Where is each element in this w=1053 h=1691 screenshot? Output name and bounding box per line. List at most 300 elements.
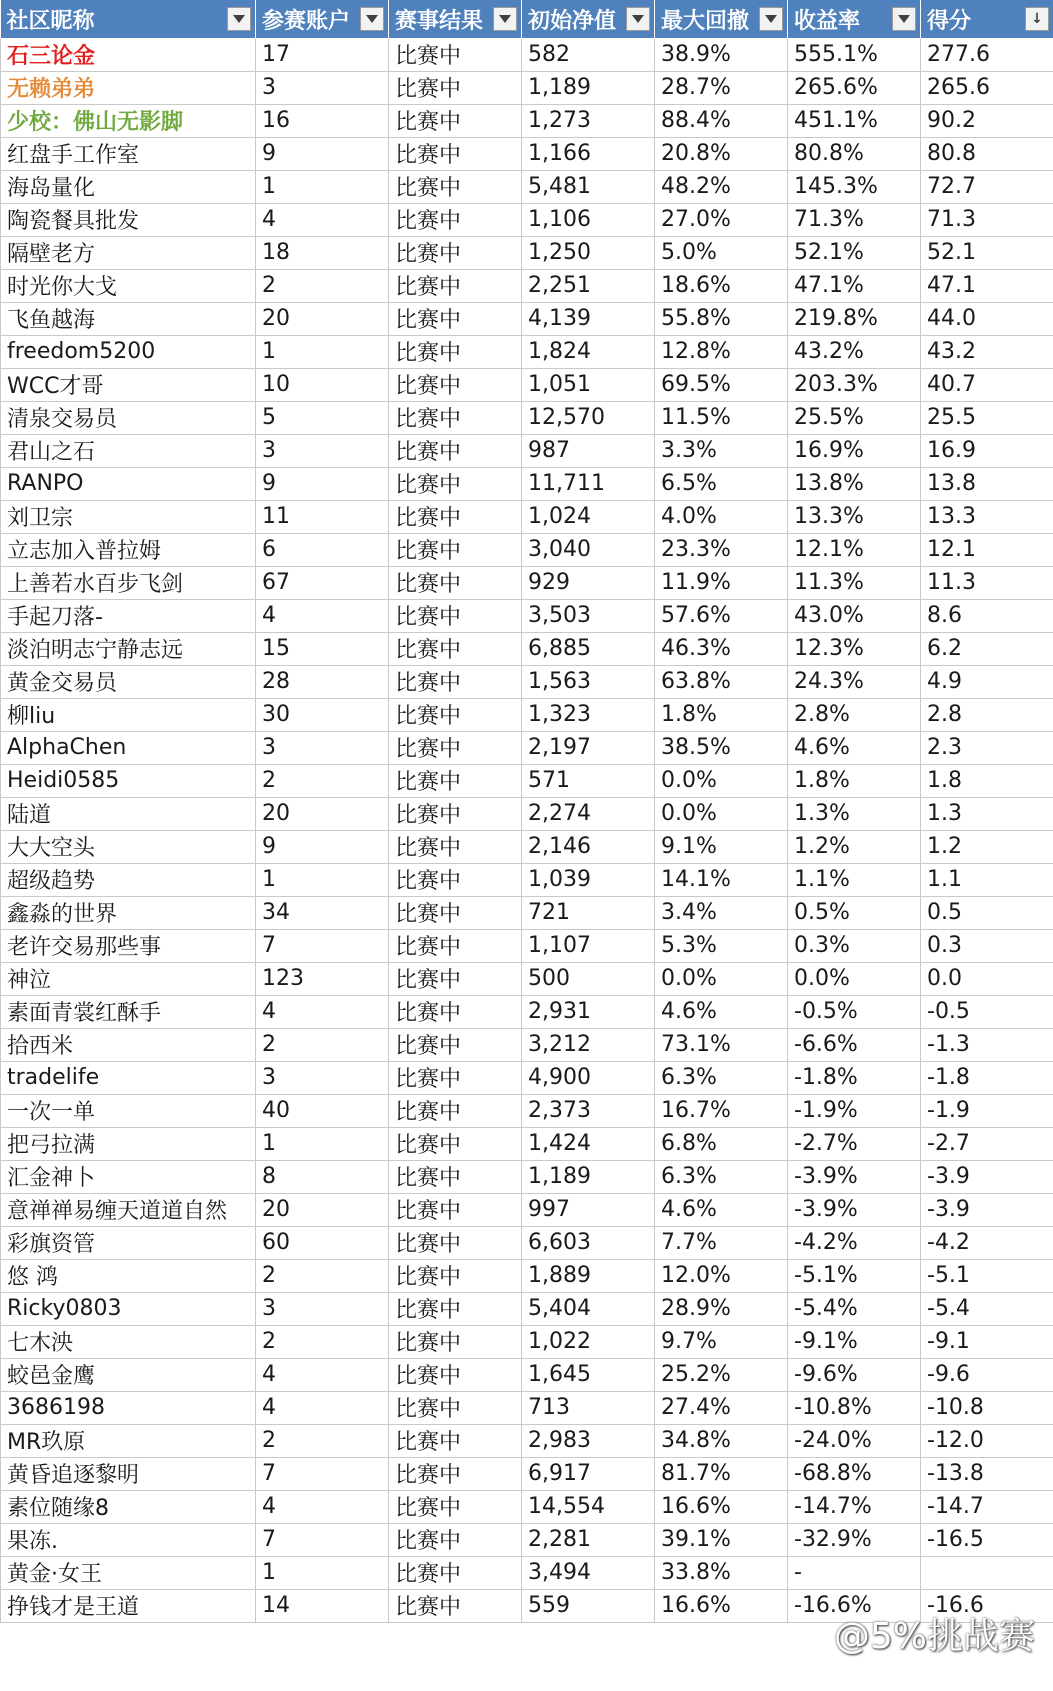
cell-max-drawdown[interactable]: 63.8%: [655, 665, 788, 698]
cell-result[interactable]: 比赛中: [389, 1127, 522, 1160]
cell-max-drawdown[interactable]: 23.3%: [655, 533, 788, 566]
cell-score[interactable]: 1.2: [921, 830, 1053, 863]
cell-score[interactable]: 16.9: [921, 434, 1053, 467]
cell-nickname[interactable]: Ricky0803: [1, 1292, 256, 1325]
cell-return[interactable]: 47.1%: [788, 269, 921, 302]
cell-max-drawdown[interactable]: 38.9%: [655, 38, 788, 71]
cell-result[interactable]: 比赛中: [389, 1589, 522, 1622]
cell-result[interactable]: 比赛中: [389, 1424, 522, 1457]
cell-return[interactable]: 16.9%: [788, 434, 921, 467]
cell-max-drawdown[interactable]: 4.6%: [655, 1193, 788, 1226]
cell-max-drawdown[interactable]: 33.8%: [655, 1556, 788, 1589]
col-header-result[interactable]: [389, 0, 522, 38]
cell-initial-nav[interactable]: 997: [522, 1193, 655, 1226]
cell-return[interactable]: -9.1%: [788, 1325, 921, 1358]
cell-return[interactable]: 1.2%: [788, 830, 921, 863]
cell-result[interactable]: 比赛中: [389, 1160, 522, 1193]
cell-return[interactable]: 43.0%: [788, 599, 921, 632]
cell-initial-nav[interactable]: 1,024: [522, 500, 655, 533]
cell-accounts[interactable]: 60: [256, 1226, 389, 1259]
cell-initial-nav[interactable]: 559: [522, 1589, 655, 1622]
cell-accounts[interactable]: 4: [256, 1490, 389, 1523]
cell-result[interactable]: 比赛中: [389, 1523, 522, 1556]
cell-result[interactable]: 比赛中: [389, 1061, 522, 1094]
cell-score[interactable]: 277.6: [921, 38, 1053, 71]
cell-max-drawdown[interactable]: 3.4%: [655, 896, 788, 929]
cell-return[interactable]: -: [788, 1556, 921, 1589]
cell-nickname[interactable]: 陆道: [1, 797, 256, 830]
filter-dropdown-icon[interactable]: [626, 7, 650, 31]
cell-score[interactable]: -12.0: [921, 1424, 1053, 1457]
cell-max-drawdown[interactable]: 12.8%: [655, 335, 788, 368]
cell-initial-nav[interactable]: 1,889: [522, 1259, 655, 1292]
cell-max-drawdown[interactable]: 39.1%: [655, 1523, 788, 1556]
cell-nickname[interactable]: 意禅禅易缠天道道自然: [1, 1193, 256, 1226]
cell-return[interactable]: 0.3%: [788, 929, 921, 962]
cell-result[interactable]: 比赛中: [389, 203, 522, 236]
cell-return[interactable]: 12.3%: [788, 632, 921, 665]
cell-result[interactable]: 比赛中: [389, 830, 522, 863]
cell-return[interactable]: 80.8%: [788, 137, 921, 170]
cell-nickname[interactable]: 黄金·女王: [1, 1556, 256, 1589]
cell-score[interactable]: 265.6: [921, 71, 1053, 104]
col-header-return[interactable]: [788, 0, 921, 38]
cell-initial-nav[interactable]: 721: [522, 896, 655, 929]
cell-return[interactable]: -0.5%: [788, 995, 921, 1028]
cell-score[interactable]: 71.3: [921, 203, 1053, 236]
cell-initial-nav[interactable]: 2,373: [522, 1094, 655, 1127]
cell-nickname[interactable]: 隔壁老方: [1, 236, 256, 269]
cell-return[interactable]: 13.8%: [788, 467, 921, 500]
cell-nickname[interactable]: 汇金神卜: [1, 1160, 256, 1193]
cell-accounts[interactable]: 2: [256, 269, 389, 302]
cell-accounts[interactable]: 1: [256, 863, 389, 896]
cell-accounts[interactable]: 17: [256, 38, 389, 71]
cell-return[interactable]: 71.3%: [788, 203, 921, 236]
cell-initial-nav[interactable]: 1,107: [522, 929, 655, 962]
cell-initial-nav[interactable]: 929: [522, 566, 655, 599]
cell-result[interactable]: 比赛中: [389, 1292, 522, 1325]
cell-nickname[interactable]: 素面青裳红酥手: [1, 995, 256, 1028]
cell-nickname[interactable]: 蛟邑金鹰: [1, 1358, 256, 1391]
cell-nickname[interactable]: MR玖原: [1, 1424, 256, 1457]
cell-nickname[interactable]: 少校：佛山无影脚: [1, 104, 256, 137]
cell-max-drawdown[interactable]: 9.7%: [655, 1325, 788, 1358]
cell-accounts[interactable]: 9: [256, 467, 389, 500]
cell-max-drawdown[interactable]: 4.6%: [655, 995, 788, 1028]
cell-score[interactable]: 1.8: [921, 764, 1053, 797]
cell-score[interactable]: -4.2: [921, 1226, 1053, 1259]
cell-result[interactable]: 比赛中: [389, 1457, 522, 1490]
cell-nickname[interactable]: 悠 鸿: [1, 1259, 256, 1292]
cell-return[interactable]: 13.3%: [788, 500, 921, 533]
cell-initial-nav[interactable]: 14,554: [522, 1490, 655, 1523]
cell-max-drawdown[interactable]: 16.6%: [655, 1589, 788, 1622]
cell-initial-nav[interactable]: 1,645: [522, 1358, 655, 1391]
cell-nickname[interactable]: 石三论金: [1, 38, 256, 71]
cell-max-drawdown[interactable]: 0.0%: [655, 797, 788, 830]
cell-score[interactable]: -3.9: [921, 1160, 1053, 1193]
cell-nickname[interactable]: 3686198: [1, 1391, 256, 1424]
cell-nickname[interactable]: 立志加入普拉姆: [1, 533, 256, 566]
cell-result[interactable]: 比赛中: [389, 467, 522, 500]
cell-return[interactable]: 145.3%: [788, 170, 921, 203]
cell-result[interactable]: 比赛中: [389, 1358, 522, 1391]
cell-result[interactable]: 比赛中: [389, 797, 522, 830]
cell-accounts[interactable]: 1: [256, 170, 389, 203]
cell-result[interactable]: 比赛中: [389, 1391, 522, 1424]
cell-max-drawdown[interactable]: 27.0%: [655, 203, 788, 236]
cell-accounts[interactable]: 34: [256, 896, 389, 929]
filter-dropdown-icon[interactable]: [892, 7, 916, 31]
cell-max-drawdown[interactable]: 28.7%: [655, 71, 788, 104]
cell-initial-nav[interactable]: 1,250: [522, 236, 655, 269]
cell-return[interactable]: -2.7%: [788, 1127, 921, 1160]
cell-nickname[interactable]: 超级趋势: [1, 863, 256, 896]
cell-accounts[interactable]: 20: [256, 302, 389, 335]
cell-accounts[interactable]: 67: [256, 566, 389, 599]
cell-return[interactable]: -1.8%: [788, 1061, 921, 1094]
cell-return[interactable]: 24.3%: [788, 665, 921, 698]
cell-score[interactable]: 25.5: [921, 401, 1053, 434]
cell-nickname[interactable]: 时光你大戈: [1, 269, 256, 302]
cell-nickname[interactable]: 一次一单: [1, 1094, 256, 1127]
cell-max-drawdown[interactable]: 14.1%: [655, 863, 788, 896]
cell-result[interactable]: 比赛中: [389, 1193, 522, 1226]
cell-initial-nav[interactable]: 1,273: [522, 104, 655, 137]
cell-nickname[interactable]: WCC才哥: [1, 368, 256, 401]
filter-dropdown-icon[interactable]: [493, 7, 517, 31]
cell-score[interactable]: 2.3: [921, 731, 1053, 764]
cell-accounts[interactable]: 4: [256, 203, 389, 236]
cell-result[interactable]: 比赛中: [389, 731, 522, 764]
cell-initial-nav[interactable]: 3,040: [522, 533, 655, 566]
cell-accounts[interactable]: 40: [256, 1094, 389, 1127]
cell-return[interactable]: -4.2%: [788, 1226, 921, 1259]
cell-return[interactable]: -10.8%: [788, 1391, 921, 1424]
cell-accounts[interactable]: 3: [256, 731, 389, 764]
cell-accounts[interactable]: 16: [256, 104, 389, 137]
cell-initial-nav[interactable]: 1,039: [522, 863, 655, 896]
cell-return[interactable]: -3.9%: [788, 1160, 921, 1193]
cell-initial-nav[interactable]: 4,900: [522, 1061, 655, 1094]
cell-max-drawdown[interactable]: 0.0%: [655, 764, 788, 797]
cell-initial-nav[interactable]: 6,917: [522, 1457, 655, 1490]
cell-nickname[interactable]: 挣钱才是王道: [1, 1589, 256, 1622]
cell-accounts[interactable]: 4: [256, 1391, 389, 1424]
cell-score[interactable]: 13.8: [921, 467, 1053, 500]
cell-accounts[interactable]: 5: [256, 401, 389, 434]
cell-return[interactable]: 25.5%: [788, 401, 921, 434]
cell-initial-nav[interactable]: 1,189: [522, 71, 655, 104]
cell-max-drawdown[interactable]: 16.7%: [655, 1094, 788, 1127]
cell-score[interactable]: 72.7: [921, 170, 1053, 203]
cell-score[interactable]: -0.5: [921, 995, 1053, 1028]
cell-initial-nav[interactable]: 1,323: [522, 698, 655, 731]
cell-initial-nav[interactable]: 713: [522, 1391, 655, 1424]
cell-result[interactable]: 比赛中: [389, 368, 522, 401]
cell-max-drawdown[interactable]: 28.9%: [655, 1292, 788, 1325]
cell-max-drawdown[interactable]: 9.1%: [655, 830, 788, 863]
cell-nickname[interactable]: 老许交易那些事: [1, 929, 256, 962]
cell-initial-nav[interactable]: 5,481: [522, 170, 655, 203]
cell-nickname[interactable]: 黄昏追逐黎明: [1, 1457, 256, 1490]
cell-result[interactable]: 比赛中: [389, 269, 522, 302]
cell-return[interactable]: -16.6%: [788, 1589, 921, 1622]
cell-accounts[interactable]: 2: [256, 1424, 389, 1457]
cell-result[interactable]: 比赛中: [389, 896, 522, 929]
cell-accounts[interactable]: 30: [256, 698, 389, 731]
cell-return[interactable]: -24.0%: [788, 1424, 921, 1457]
cell-accounts[interactable]: 9: [256, 137, 389, 170]
cell-accounts[interactable]: 8: [256, 1160, 389, 1193]
cell-score[interactable]: 12.1: [921, 533, 1053, 566]
cell-nickname[interactable]: 果冻.: [1, 1523, 256, 1556]
cell-return[interactable]: 203.3%: [788, 368, 921, 401]
cell-max-drawdown[interactable]: 81.7%: [655, 1457, 788, 1490]
cell-return[interactable]: 1.8%: [788, 764, 921, 797]
cell-return[interactable]: 4.6%: [788, 731, 921, 764]
cell-max-drawdown[interactable]: 27.4%: [655, 1391, 788, 1424]
cell-score[interactable]: -9.6: [921, 1358, 1053, 1391]
cell-score[interactable]: 11.3: [921, 566, 1053, 599]
cell-result[interactable]: 比赛中: [389, 1226, 522, 1259]
cell-max-drawdown[interactable]: 6.3%: [655, 1061, 788, 1094]
cell-initial-nav[interactable]: 571: [522, 764, 655, 797]
cell-initial-nav[interactable]: 1,166: [522, 137, 655, 170]
cell-max-drawdown[interactable]: 11.5%: [655, 401, 788, 434]
cell-return[interactable]: 1.3%: [788, 797, 921, 830]
cell-result[interactable]: 比赛中: [389, 698, 522, 731]
cell-accounts[interactable]: 10: [256, 368, 389, 401]
cell-nickname[interactable]: tradelife: [1, 1061, 256, 1094]
cell-max-drawdown[interactable]: 4.0%: [655, 500, 788, 533]
cell-result[interactable]: 比赛中: [389, 38, 522, 71]
cell-max-drawdown[interactable]: 57.6%: [655, 599, 788, 632]
cell-score[interactable]: -1.3: [921, 1028, 1053, 1061]
cell-max-drawdown[interactable]: 69.5%: [655, 368, 788, 401]
cell-return[interactable]: -9.6%: [788, 1358, 921, 1391]
cell-return[interactable]: -6.6%: [788, 1028, 921, 1061]
cell-max-drawdown[interactable]: 6.3%: [655, 1160, 788, 1193]
cell-initial-nav[interactable]: 1,424: [522, 1127, 655, 1160]
cell-nickname[interactable]: 鑫淼的世界: [1, 896, 256, 929]
cell-accounts[interactable]: 28: [256, 665, 389, 698]
cell-score[interactable]: 13.3: [921, 500, 1053, 533]
cell-return[interactable]: -32.9%: [788, 1523, 921, 1556]
cell-accounts[interactable]: 7: [256, 929, 389, 962]
cell-score[interactable]: -9.1: [921, 1325, 1053, 1358]
cell-nickname[interactable]: 彩旗资管: [1, 1226, 256, 1259]
cell-result[interactable]: 比赛中: [389, 929, 522, 962]
cell-accounts[interactable]: 3: [256, 1061, 389, 1094]
cell-return[interactable]: 1.1%: [788, 863, 921, 896]
cell-score[interactable]: 90.2: [921, 104, 1053, 137]
cell-result[interactable]: 比赛中: [389, 1556, 522, 1589]
cell-max-drawdown[interactable]: 88.4%: [655, 104, 788, 137]
cell-nickname[interactable]: RANPO: [1, 467, 256, 500]
filter-dropdown-icon[interactable]: [759, 7, 783, 31]
cell-result[interactable]: 比赛中: [389, 962, 522, 995]
cell-max-drawdown[interactable]: 11.9%: [655, 566, 788, 599]
cell-initial-nav[interactable]: 11,711: [522, 467, 655, 500]
cell-nickname[interactable]: 七木泱: [1, 1325, 256, 1358]
cell-initial-nav[interactable]: 2,251: [522, 269, 655, 302]
cell-result[interactable]: 比赛中: [389, 335, 522, 368]
cell-score[interactable]: [921, 1556, 1053, 1589]
col-header-score[interactable]: [921, 0, 1053, 38]
cell-max-drawdown[interactable]: 5.3%: [655, 929, 788, 962]
cell-max-drawdown[interactable]: 16.6%: [655, 1490, 788, 1523]
cell-nickname[interactable]: Heidi0585: [1, 764, 256, 797]
cell-nickname[interactable]: 淡泊明志宁静志远: [1, 632, 256, 665]
cell-score[interactable]: 0.0: [921, 962, 1053, 995]
cell-max-drawdown[interactable]: 7.7%: [655, 1226, 788, 1259]
cell-accounts[interactable]: 4: [256, 599, 389, 632]
cell-max-drawdown[interactable]: 46.3%: [655, 632, 788, 665]
cell-result[interactable]: 比赛中: [389, 500, 522, 533]
col-header-max-drawdown[interactable]: [655, 0, 788, 38]
cell-score[interactable]: 8.6: [921, 599, 1053, 632]
cell-return[interactable]: 12.1%: [788, 533, 921, 566]
cell-initial-nav[interactable]: 5,404: [522, 1292, 655, 1325]
cell-score[interactable]: 2.8: [921, 698, 1053, 731]
cell-nickname[interactable]: 黄金交易员: [1, 665, 256, 698]
cell-score[interactable]: 40.7: [921, 368, 1053, 401]
cell-score[interactable]: 43.2: [921, 335, 1053, 368]
cell-initial-nav[interactable]: 4,139: [522, 302, 655, 335]
cell-accounts[interactable]: 20: [256, 797, 389, 830]
cell-accounts[interactable]: 14: [256, 1589, 389, 1622]
cell-score[interactable]: 80.8: [921, 137, 1053, 170]
cell-return[interactable]: 2.8%: [788, 698, 921, 731]
cell-initial-nav[interactable]: 3,212: [522, 1028, 655, 1061]
cell-max-drawdown[interactable]: 25.2%: [655, 1358, 788, 1391]
cell-score[interactable]: -3.9: [921, 1193, 1053, 1226]
cell-accounts[interactable]: 1: [256, 1127, 389, 1160]
cell-score[interactable]: 6.2: [921, 632, 1053, 665]
cell-return[interactable]: 52.1%: [788, 236, 921, 269]
cell-initial-nav[interactable]: 582: [522, 38, 655, 71]
cell-score[interactable]: -14.7: [921, 1490, 1053, 1523]
cell-accounts[interactable]: 123: [256, 962, 389, 995]
cell-initial-nav[interactable]: 1,824: [522, 335, 655, 368]
cell-initial-nav[interactable]: 1,189: [522, 1160, 655, 1193]
cell-return[interactable]: 451.1%: [788, 104, 921, 137]
cell-max-drawdown[interactable]: 38.5%: [655, 731, 788, 764]
cell-nickname[interactable]: 素位随缘8: [1, 1490, 256, 1523]
cell-return[interactable]: -5.4%: [788, 1292, 921, 1325]
cell-max-drawdown[interactable]: 55.8%: [655, 302, 788, 335]
cell-score[interactable]: 4.9: [921, 665, 1053, 698]
cell-score[interactable]: -1.8: [921, 1061, 1053, 1094]
cell-score[interactable]: -16.6: [921, 1589, 1053, 1622]
filter-dropdown-icon[interactable]: [360, 7, 384, 31]
cell-nickname[interactable]: 海岛量化: [1, 170, 256, 203]
cell-return[interactable]: 265.6%: [788, 71, 921, 104]
cell-result[interactable]: 比赛中: [389, 599, 522, 632]
cell-max-drawdown[interactable]: 1.8%: [655, 698, 788, 731]
cell-result[interactable]: 比赛中: [389, 764, 522, 797]
cell-max-drawdown[interactable]: 48.2%: [655, 170, 788, 203]
cell-initial-nav[interactable]: 2,281: [522, 1523, 655, 1556]
cell-result[interactable]: 比赛中: [389, 665, 522, 698]
cell-score[interactable]: 47.1: [921, 269, 1053, 302]
cell-initial-nav[interactable]: 6,885: [522, 632, 655, 665]
cell-nickname[interactable]: 清泉交易员: [1, 401, 256, 434]
cell-nickname[interactable]: 大大空头: [1, 830, 256, 863]
cell-return[interactable]: 0.5%: [788, 896, 921, 929]
cell-result[interactable]: 比赛中: [389, 434, 522, 467]
cell-result[interactable]: 比赛中: [389, 401, 522, 434]
cell-nickname[interactable]: 把弓拉满: [1, 1127, 256, 1160]
cell-nickname[interactable]: 君山之石: [1, 434, 256, 467]
cell-result[interactable]: 比赛中: [389, 533, 522, 566]
cell-nickname[interactable]: AlphaChen: [1, 731, 256, 764]
cell-initial-nav[interactable]: 1,022: [522, 1325, 655, 1358]
cell-score[interactable]: 1.1: [921, 863, 1053, 896]
cell-accounts[interactable]: 15: [256, 632, 389, 665]
cell-score[interactable]: -16.5: [921, 1523, 1053, 1556]
cell-nickname[interactable]: 飞鱼越海: [1, 302, 256, 335]
cell-result[interactable]: 比赛中: [389, 1094, 522, 1127]
cell-accounts[interactable]: 18: [256, 236, 389, 269]
cell-max-drawdown[interactable]: 34.8%: [655, 1424, 788, 1457]
cell-initial-nav[interactable]: 12,570: [522, 401, 655, 434]
col-header-initial-nav[interactable]: [522, 0, 655, 38]
cell-max-drawdown[interactable]: 3.3%: [655, 434, 788, 467]
cell-accounts[interactable]: 4: [256, 1358, 389, 1391]
cell-accounts[interactable]: 3: [256, 434, 389, 467]
sort-descending-icon[interactable]: ↓: [1025, 7, 1049, 31]
cell-return[interactable]: 11.3%: [788, 566, 921, 599]
cell-accounts[interactable]: 7: [256, 1457, 389, 1490]
cell-return[interactable]: -1.9%: [788, 1094, 921, 1127]
cell-result[interactable]: 比赛中: [389, 170, 522, 203]
cell-score[interactable]: -5.4: [921, 1292, 1053, 1325]
cell-result[interactable]: 比赛中: [389, 995, 522, 1028]
cell-return[interactable]: -68.8%: [788, 1457, 921, 1490]
cell-return[interactable]: -5.1%: [788, 1259, 921, 1292]
cell-accounts[interactable]: 1: [256, 1556, 389, 1589]
cell-return[interactable]: -14.7%: [788, 1490, 921, 1523]
cell-score[interactable]: -10.8: [921, 1391, 1053, 1424]
cell-accounts[interactable]: 9: [256, 830, 389, 863]
cell-initial-nav[interactable]: 1,563: [522, 665, 655, 698]
cell-initial-nav[interactable]: 2,146: [522, 830, 655, 863]
cell-nickname[interactable]: 柳liu: [1, 698, 256, 731]
cell-result[interactable]: 比赛中: [389, 632, 522, 665]
cell-result[interactable]: 比赛中: [389, 236, 522, 269]
cell-accounts[interactable]: 20: [256, 1193, 389, 1226]
cell-return[interactable]: 555.1%: [788, 38, 921, 71]
cell-score[interactable]: 0.3: [921, 929, 1053, 962]
cell-accounts[interactable]: 2: [256, 764, 389, 797]
cell-score[interactable]: -5.1: [921, 1259, 1053, 1292]
cell-nickname[interactable]: 神泣: [1, 962, 256, 995]
cell-accounts[interactable]: 3: [256, 71, 389, 104]
cell-max-drawdown[interactable]: 12.0%: [655, 1259, 788, 1292]
cell-nickname[interactable]: 刘卫宗: [1, 500, 256, 533]
cell-score[interactable]: 1.3: [921, 797, 1053, 830]
cell-initial-nav[interactable]: 3,494: [522, 1556, 655, 1589]
cell-initial-nav[interactable]: 2,274: [522, 797, 655, 830]
cell-accounts[interactable]: 1: [256, 335, 389, 368]
cell-max-drawdown[interactable]: 73.1%: [655, 1028, 788, 1061]
cell-result[interactable]: 比赛中: [389, 566, 522, 599]
cell-accounts[interactable]: 4: [256, 995, 389, 1028]
cell-nickname[interactable]: 手起刀落-: [1, 599, 256, 632]
